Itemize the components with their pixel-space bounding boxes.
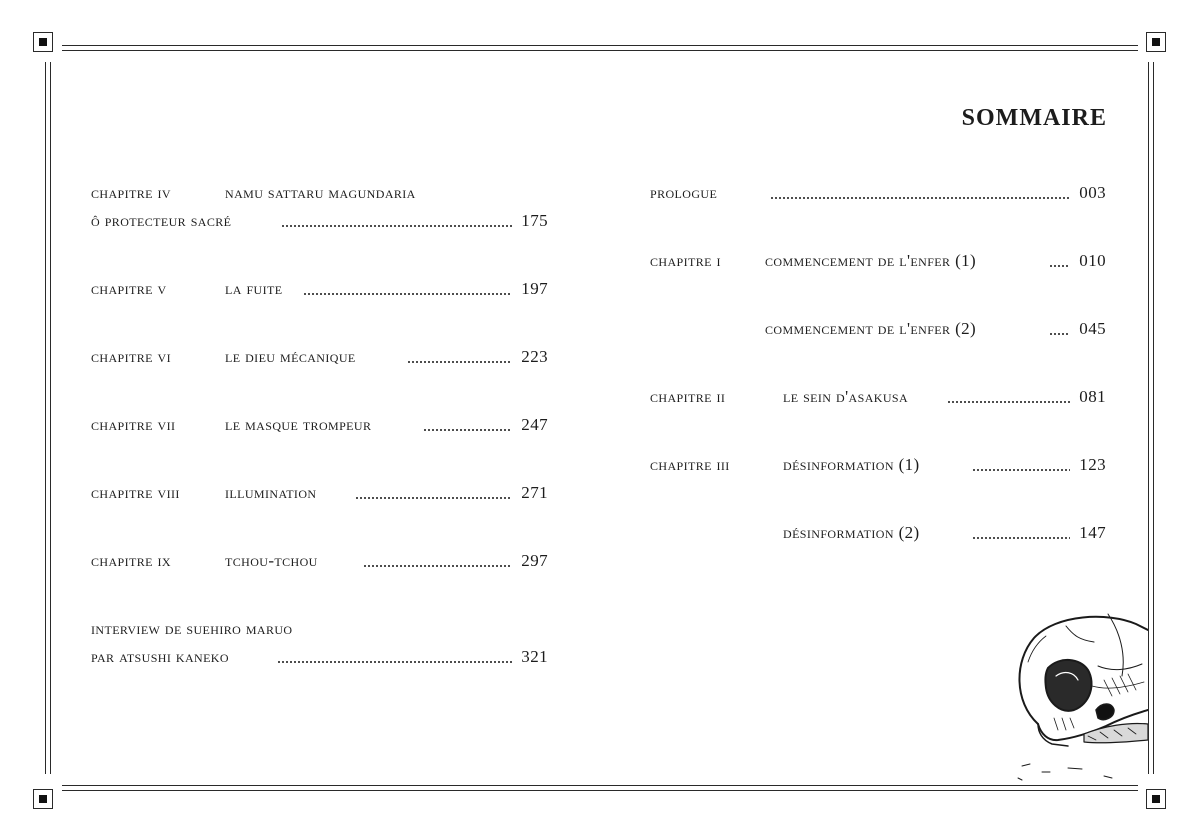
corner-ornament-top-right [1146, 32, 1166, 52]
frame-bottom-outer [62, 790, 1138, 791]
toc-label: interview de suehiro maruo [91, 619, 293, 638]
frame-bottom-inner [62, 785, 1138, 786]
toc-label: chapitre ii [650, 387, 726, 406]
toc-label: ô protecteur sacré [91, 211, 232, 230]
frame-top-outer [62, 45, 1138, 46]
toc-page-number: 223 [521, 347, 548, 366]
toc-entry-chapitre-3a[interactable] [650, 455, 1106, 479]
skull-drawing-icon [1008, 606, 1148, 784]
toc-page-number: 297 [521, 551, 548, 570]
toc-page-number: 197 [521, 279, 548, 298]
toc-entry-chapitre-6[interactable] [91, 347, 548, 371]
toc-title: commencement de l'enfer (2) [765, 319, 977, 338]
leader-dots [972, 469, 1070, 471]
toc-title: le masque trompeur [225, 415, 372, 434]
leader-dots [1049, 333, 1070, 335]
toc-title: désinformation (2) [783, 523, 920, 542]
toc-entry-prologue[interactable] [650, 183, 1106, 207]
toc-page-number: 045 [1079, 319, 1106, 338]
leader-dots [363, 565, 512, 567]
toc-entry-chapitre-1b[interactable] [650, 319, 1106, 343]
toc-label: prologue [650, 183, 718, 202]
toc-label: chapitre ix [91, 551, 171, 570]
toc-label: chapitre vi [91, 347, 171, 366]
leader-dots [947, 401, 1070, 403]
toc-page-number: 175 [521, 211, 548, 230]
leader-dots [355, 497, 512, 499]
leader-dots [972, 537, 1070, 539]
frame-top-inner [62, 50, 1138, 51]
toc-entry-chapitre-9[interactable] [91, 551, 548, 575]
frame-right-inner [1148, 62, 1149, 774]
frame-right-outer [1153, 62, 1154, 774]
frame-left-inner [50, 62, 51, 774]
toc-label: chapitre viii [91, 483, 180, 502]
toc-label: chapitre iii [650, 455, 730, 474]
leader-dots [770, 197, 1070, 199]
corner-ornament-bottom-left [33, 789, 53, 809]
toc-entry-chapitre-7[interactable] [91, 415, 548, 439]
toc-page-number: 081 [1079, 387, 1106, 406]
toc-label: chapitre iv [91, 183, 171, 202]
leader-dots [1049, 265, 1070, 267]
toc-entry-chapitre-2[interactable] [650, 387, 1106, 411]
toc-entry-chapitre-3b[interactable] [650, 523, 1106, 547]
toc-title: tchou-tchou [225, 551, 318, 570]
corner-ornament-top-left [33, 32, 53, 52]
toc-entry-chapitre-8[interactable] [91, 483, 548, 507]
toc-label: chapitre v [91, 279, 167, 298]
toc-page-number: 003 [1079, 183, 1106, 202]
toc-page-number: 010 [1079, 251, 1106, 270]
leader-dots [407, 361, 512, 363]
toc-entry-chapitre-1a[interactable] [650, 251, 1106, 275]
toc-page-number: 247 [521, 415, 548, 434]
toc-entry-chapitre-4-heading[interactable] [91, 183, 548, 207]
toc-page-number: 321 [521, 647, 548, 666]
toc-title: le dieu mécanique [225, 347, 356, 366]
toc-label: chapitre vii [91, 415, 176, 434]
leader-dots [303, 293, 512, 295]
toc-page-number: 147 [1079, 523, 1106, 542]
leader-dots [277, 661, 512, 663]
toc-label: par atsushi kaneko [91, 647, 229, 666]
toc-title: namu sattaru magundaria [225, 183, 416, 202]
frame-left-outer [45, 62, 46, 774]
toc-title: le sein d'asakusa [783, 387, 909, 406]
toc-entry-interview-heading[interactable] [91, 619, 548, 643]
toc-title: commencement de l'enfer (1) [765, 251, 977, 270]
leader-dots [281, 225, 512, 227]
leader-dots [423, 429, 512, 431]
page-title: sommaire [961, 96, 1107, 133]
toc-entry-chapitre-4[interactable] [91, 211, 548, 235]
toc-title: illumination [225, 483, 317, 502]
toc-entry-interview[interactable] [91, 647, 548, 671]
toc-label: chapitre i [650, 251, 721, 270]
toc-title: la fuite [225, 279, 283, 298]
toc-page-number: 271 [521, 483, 548, 502]
corner-ornament-bottom-right [1146, 789, 1166, 809]
toc-page-number: 123 [1079, 455, 1106, 474]
toc-title: désinformation (1) [783, 455, 920, 474]
toc-entry-chapitre-5[interactable] [91, 279, 548, 303]
